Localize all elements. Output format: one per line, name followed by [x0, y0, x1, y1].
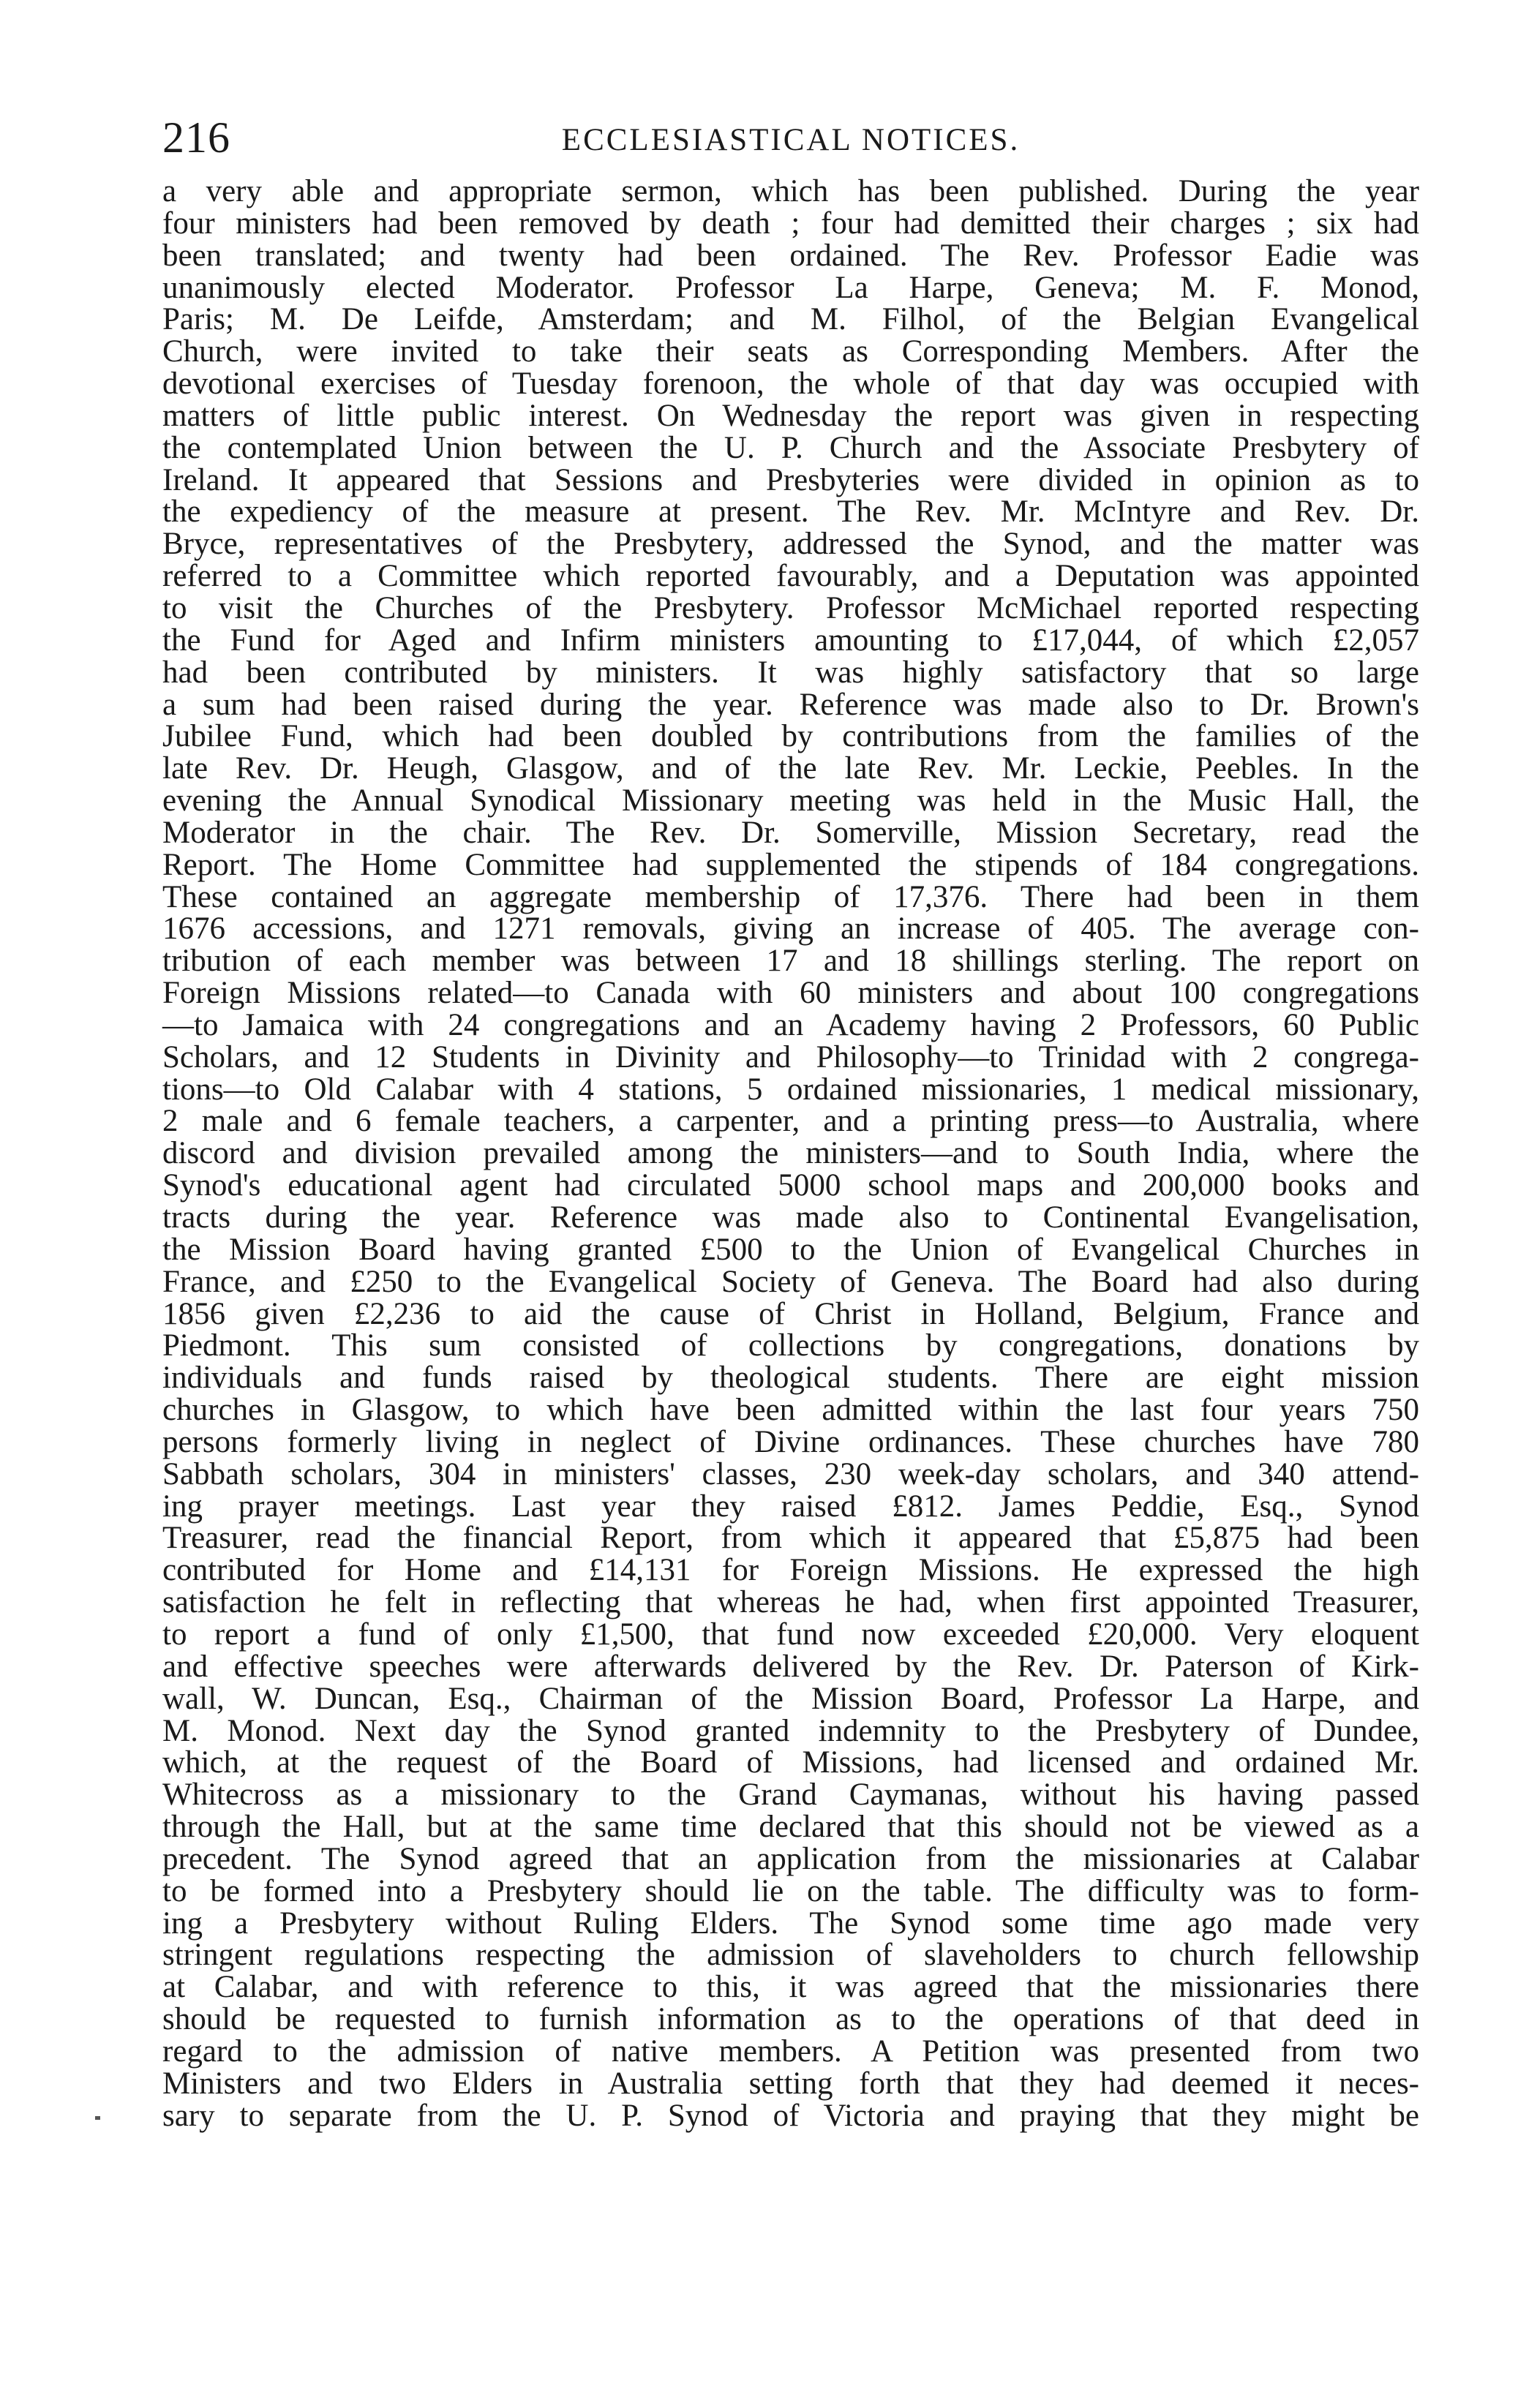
text-line: Report. The Home Committee had supplemented the stipends of 184 congregations. — [162, 847, 1419, 882]
text-line: Synod's educational agent had circulated 5000 school maps and 200,000 books and — [162, 1168, 1419, 1203]
text-line: Ireland. It appeared that Sessions and Presbyteries were divided in opinion as to — [162, 462, 1419, 497]
text-line: evening the Annual Synodical Missionary meeting was held in the Music Hall, the — [162, 783, 1419, 819]
text-line: should be requested to furnish information as to the operations of that deed in — [162, 2002, 1419, 2037]
text-line: unanimously elected Moderator. Professor La Harpe, Geneva; M. F. Monod, — [162, 270, 1419, 305]
text-line: —to Jamaica with 24 congregations and an Academy having 2 Professors, 60 Public — [162, 1007, 1419, 1042]
text-line: wall, W. Duncan, Esq., Chairman of the Mission Board, Professor La Harpe, and — [162, 1681, 1419, 1716]
text-line: Paris; M. De Leifde, Amsterdam; and M. Filhol, of the Belgian Evangelical — [162, 302, 1419, 337]
page-number: 216 — [162, 113, 230, 162]
text-line: 1676 accessions, and 1271 removals, giving an increase of 405. The average con- — [162, 911, 1419, 947]
text-line: churches in Glasgow, to which have been admitted within the last four years 750 — [162, 1393, 1419, 1428]
text-line: Jubilee Fund, which had been doubled by contributions from the families of the — [162, 719, 1419, 754]
text-line: precedent. The Synod agreed that an application from the missionaries at Calabar — [162, 1841, 1419, 1876]
text-line: the Mission Board having granted £500 to the Union of Evangelical Churches in — [162, 1232, 1419, 1267]
running-head: ECCLESIASTICAL NOTICES. — [561, 123, 1021, 157]
text-line: to report a fund of only £1,500, that fund now exceeded £20,000. Very eloquent — [162, 1617, 1419, 1652]
text-line: Scholars, and 12 Students in Divinity and Philosophy—to Trinidad with 2 congrega- — [162, 1039, 1419, 1075]
text-line: had been contributed by ministers. It was highly satisfactory that so large — [162, 655, 1419, 690]
text-line: matters of little public interest. On Wednesday the report was given in respecting — [162, 398, 1419, 433]
text-line: been translated; and twenty had been ordained. The Rev. Professor Eadie was — [162, 238, 1419, 273]
text-line: Treasurer, read the financial Report, from which it appeared that £5,875 had been — [162, 1521, 1419, 1556]
text-line: Sabbath scholars, 304 in ministers' classes, 230 week-day scholars, and 340 attend- — [162, 1456, 1419, 1491]
text-line: persons formerly living in neglect of Divine ordinances. These churches have 780 — [162, 1424, 1419, 1459]
text-line: four ministers had been removed by death ; four had demitted their charges ; six had — [162, 206, 1419, 241]
text-line: satisfaction he felt in reflecting that whereas he had, when first appointed Treasurer, — [162, 1585, 1419, 1620]
text-line: through the Hall, but at the same time declared that this should not be viewed as a — [162, 1810, 1419, 1845]
text-line: tracts during the year. Reference was made also to Continental Evangelisation, — [162, 1200, 1419, 1235]
text-line: ing a Presbytery without Ruling Elders. The Synod some time ago made very — [162, 1905, 1419, 1941]
text-line: ing prayer meetings. Last year they raised £812. James Peddie, Esq., Synod — [162, 1489, 1419, 1524]
text-line: 1856 given £2,236 to aid the cause of Christ in Holland, Belgium, France and — [162, 1296, 1419, 1331]
text-line: devotional exercises of Tuesday forenoon, the whole of that day was occupied with — [162, 366, 1419, 402]
text-line: 2 male and 6 female teachers, a carpenter, and a printing press—to Australia, where — [162, 1104, 1419, 1139]
text-line: tions—to Old Calabar with 4 stations, 5 ordained missionaries, 1 medical missionary, — [162, 1072, 1419, 1107]
text-line: and effective speeches were afterwards delivered by the Rev. Dr. Paterson of Kirk- — [162, 1649, 1419, 1684]
text-line: the Fund for Aged and Infirm ministers amounting to £17,044, of which £2,057 — [162, 622, 1419, 658]
text-line: Ministers and two Elders in Australia setting forth that they had deemed it neces- — [162, 2066, 1419, 2101]
margin-mark — [95, 2116, 100, 2120]
text-line: Whitecross as a missionary to the Grand Caymanas, without his having passed — [162, 1777, 1419, 1813]
text-line: sary to separate from the U. P. Synod of Victoria and praying that they might be — [162, 2098, 1419, 2133]
text-line: Foreign Missions related—to Canada with 60 ministers and about 100 congregations — [162, 976, 1419, 1011]
page-header — [162, 108, 1419, 167]
text-line: late Rev. Dr. Heugh, Glasgow, and of the late Rev. Mr. Leckie, Peebles. In the — [162, 751, 1419, 786]
text-line: to be formed into a Presbytery should lie on the table. The difficulty was to form- — [162, 1873, 1419, 1908]
text-line: at Calabar, and with reference to this, it was agreed that the missionaries there — [162, 1970, 1419, 2005]
text-line: tribution of each member was between 17 and 18 shillings sterling. The report on — [162, 944, 1419, 979]
text-line: Bryce, representatives of the Presbytery, addressed the Synod, and the matter was — [162, 527, 1419, 562]
text-line: Church, were invited to take their seats as Corresponding Members. After the — [162, 334, 1419, 369]
text-line: referred to a Committee which reported favourably, and a Deputation was appointed — [162, 559, 1419, 594]
text-line: the expediency of the measure at present. The Rev. Mr. McIntyre and Rev. Dr. — [162, 494, 1419, 530]
text-line: stringent regulations respecting the admission of slaveholders to church fellowship — [162, 1938, 1419, 1973]
text-line: M. Monod. Next day the Synod granted indemnity to the Presbytery of Dundee, — [162, 1713, 1419, 1748]
text-line: individuals and funds raised by theological students. There are eight mission — [162, 1361, 1419, 1396]
text-line: Moderator in the chair. The Rev. Dr. Somerville, Mission Secretary, read the — [162, 815, 1419, 850]
text-line: a very able and appropriate sermon, which has been published. During the year — [162, 174, 1419, 208]
text-line: which, at the request of the Board of Missions, had licensed and ordained Mr. — [162, 1745, 1419, 1780]
text-line: to visit the Churches of the Presbytery. Professor McMichael reported respecting — [162, 590, 1419, 625]
body-text — [162, 176, 1419, 2370]
text-line: These contained an aggregate membership of 17,376. There had been in them — [162, 879, 1419, 914]
text-line: a sum had been raised during the year. Reference was made also to Dr. Brown's — [162, 687, 1419, 722]
text-line: regard to the admission of native members. A Petition was presented from two — [162, 2033, 1419, 2069]
text-line: contributed for Home and £14,131 for Foreign Missions. He expressed the high — [162, 1553, 1419, 1588]
text-line: discord and division prevailed among the ministers—and to South India, where the — [162, 1136, 1419, 1171]
text-line: Piedmont. This sum consisted of collections by congregations, donations by — [162, 1328, 1419, 1363]
text-line: the contemplated Union between the U. P. Church and the Associate Presbytery of — [162, 430, 1419, 465]
text-line: France, and £250 to the Evangelical Society of Geneva. The Board had also during — [162, 1264, 1419, 1299]
